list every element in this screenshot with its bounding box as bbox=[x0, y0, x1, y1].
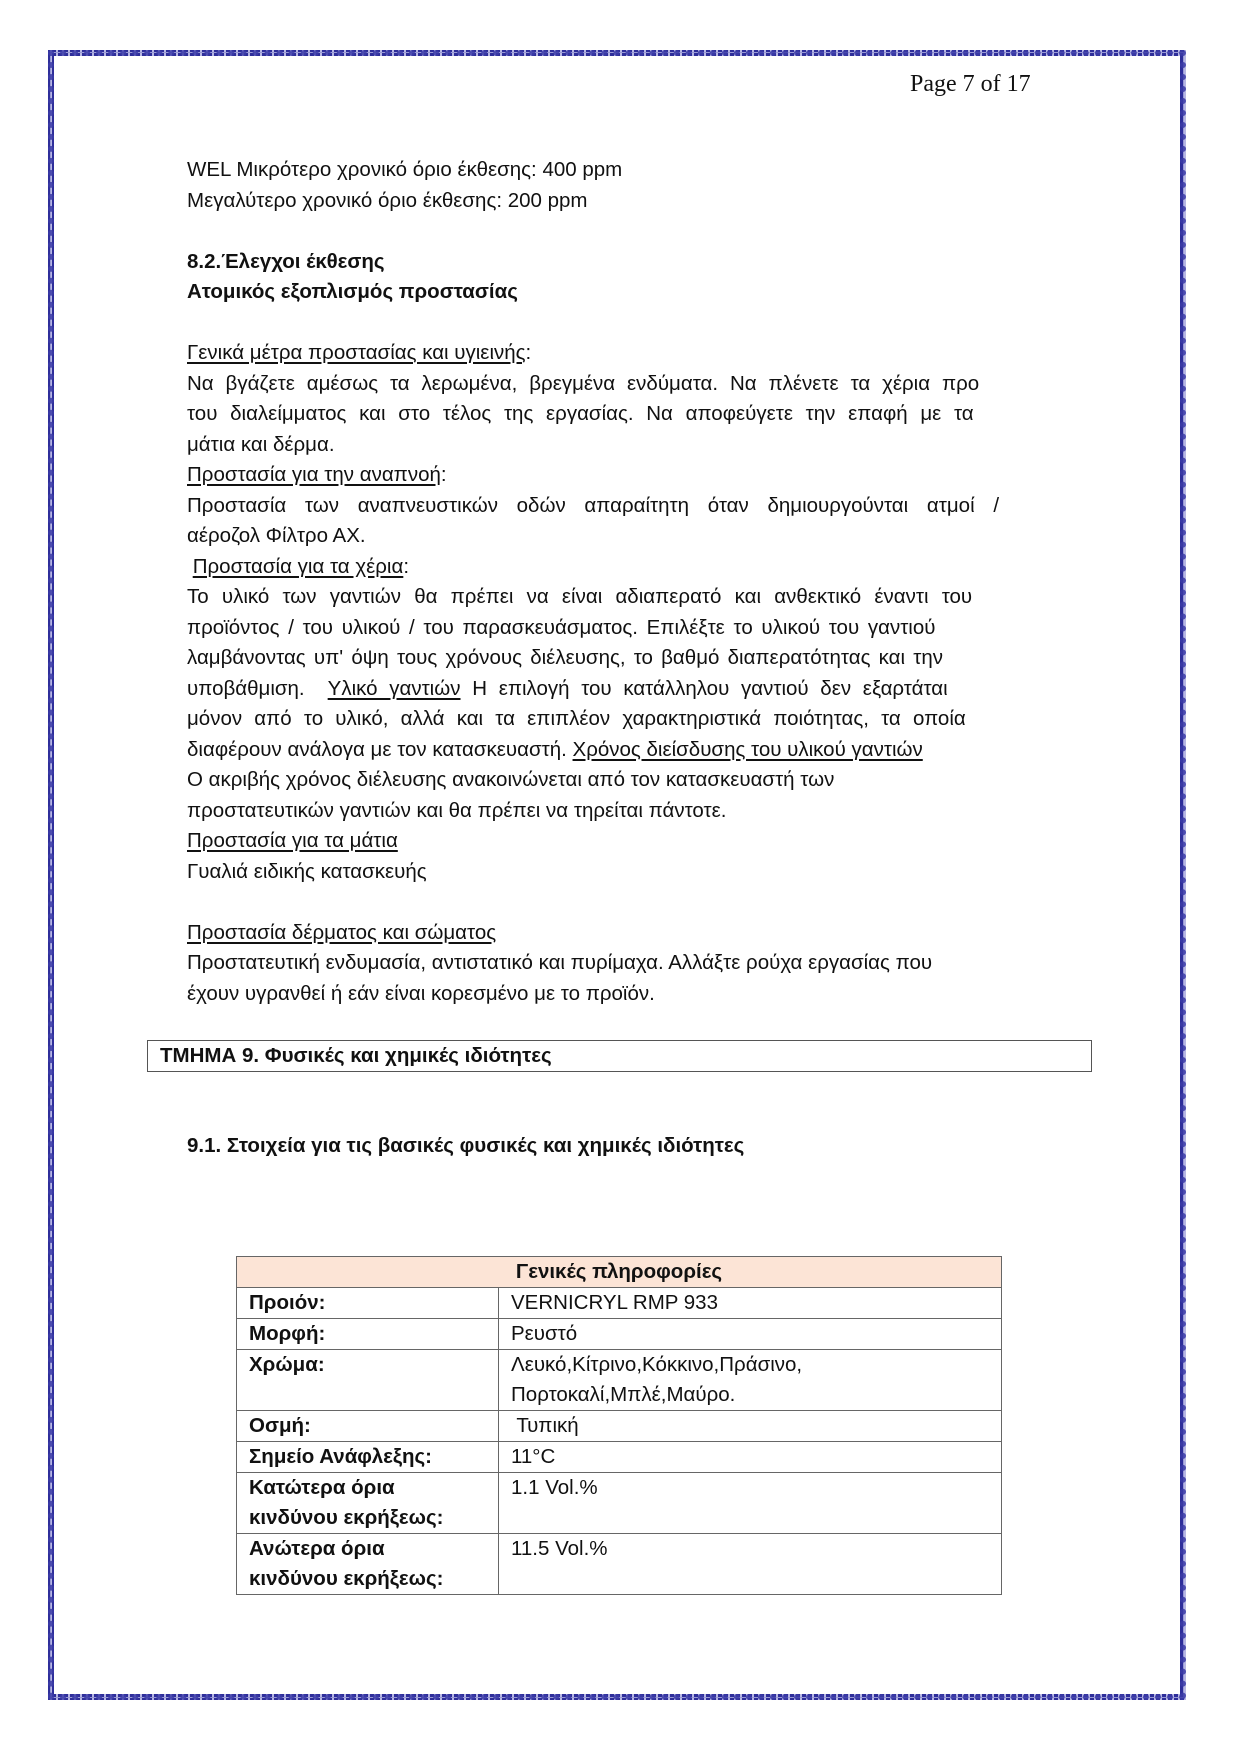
glove-material-heading: Υλικό γαντιών bbox=[327, 676, 461, 700]
hand-protection-text: προστατευτικών γαντιών και θα πρέπει να τηρείται πάντοτε. bbox=[187, 798, 727, 822]
row-value: Λευκό,Κίτρινο,Κόκκινο,Πράσινο, Πορτοκαλί,Μπλέ,Μαύρο. bbox=[499, 1350, 1002, 1411]
row-value: Ρευστό bbox=[499, 1319, 1002, 1350]
table-row bbox=[237, 1350, 1002, 1411]
hand-protection-text: Ο ακριβής χρόνος διέλευσης ανακοινώνεται από τον κατασκευαστή των bbox=[187, 768, 835, 791]
row-value: 11.5 Vol.% bbox=[499, 1534, 1002, 1595]
table-row bbox=[237, 1411, 1002, 1442]
table-row bbox=[237, 1319, 1002, 1350]
eye-protection-block bbox=[187, 826, 1058, 887]
section-8-2-subtitle: Ατομικός εξοπλισμός προστασίας bbox=[187, 280, 518, 303]
hand-protection-text: λαμβάνοντας υπ' όψη τους χρόνους διέλευσης, το βαθμό διαπερατότητας και την bbox=[187, 646, 944, 669]
hand-protection-block: Προστασία για τα χέρια: Το υλικό των γαντιών θα πρέπει να είναι αδιαπερατό και ανθεκτικό έναντι του προϊόντος / του υλικού / του παρασκευάσματος. Επιλέξτε το υλικού του γαντιού λαμβάνοντας υπ' όψη τους χρόνους διέλευσης, το βαθμό διαπερατότητας και την υποβάθμιση. Υλικό γαντιών Η επιλογή του κατάλληλου γαντιού δεν εξαρτάται μόνον από το υλικό, αλλά και τα επιπλέον χαρακτηριστικά ποιότητας, τα οποία διαφέρουν ανάλογα με τον κατασκευαστή. Χρόνος διείσδυσης του υλικού γαντιών Ο ακριβής χρόνος διέλευσης ανακοινώνεται από τον κατασκευαστή των προστατευτικών γαντιών και θα πρέπει να τηρείται πάντοτε. bbox=[187, 552, 1058, 827]
general-measures-text: του διαλείμματος και στο τέλος της εργασίας. Να αποφεύγετε την επαφή με τα bbox=[187, 402, 974, 425]
table-row bbox=[237, 1442, 1002, 1473]
skin-protection-block bbox=[187, 918, 1058, 1010]
table-row bbox=[237, 1534, 1002, 1595]
general-measures-heading: Γενικά μέτρα προστασίας και υγιεινής bbox=[187, 341, 526, 364]
section-9-header: ΤΜΗΜΑ 9. Φυσικές και χημικές ιδιότητες bbox=[147, 1040, 1092, 1072]
respiratory-protection-text: αέροζολ Φίλτρο ΑΧ. bbox=[187, 524, 366, 547]
row-key: Σημείο Ανάφλεξης: bbox=[237, 1442, 499, 1473]
eye-protection-heading: Προστασία για τα μάτια bbox=[187, 829, 398, 852]
respiratory-protection-text: Προστασία των αναπνευστικών οδών απαραίτητη όταν δημιουργούνται ατμοί / bbox=[187, 493, 1000, 517]
eye-protection-text: Γυαλιά ειδικής κατασκευής bbox=[187, 859, 427, 883]
document-body bbox=[187, 155, 1058, 1009]
skin-protection-text: έχουν υγρανθεί ή εάν είναι κορεσμένο με το προϊόν. bbox=[187, 981, 655, 1005]
page-number: Page 7 of 17 bbox=[910, 71, 1031, 97]
hand-protection-text: Το υλικό των γαντιών θα πρέπει να είναι αδιαπερατό και ανθεκτικό έναντι του bbox=[187, 585, 973, 608]
general-measures-text: Να βγάζετε αμέσως τα λερωμένα, βρεγμένα ενδύματα. Να πλένετε τα χέρια προ bbox=[187, 371, 980, 395]
row-value: Τυπική bbox=[499, 1411, 1002, 1442]
section-8-2-title: 8.2.Έλεγχοι έκθεσης bbox=[187, 249, 385, 273]
table-row bbox=[237, 1288, 1002, 1319]
exposure-limit-long: Μεγαλύτερο χρονικό όριο έκθεσης: 200 ppm bbox=[187, 188, 588, 212]
row-key: Χρώμα: bbox=[237, 1350, 499, 1411]
general-information-table bbox=[236, 1256, 1002, 1595]
skin-protection-text: Προστατευτική ενδυμασία, αντιστατικό και πυρίμαχα. Αλλάξτε ρούχα εργασίας που bbox=[187, 951, 933, 974]
table-row bbox=[237, 1473, 1002, 1534]
row-value: VERNICRYL RMP 933 bbox=[499, 1288, 1002, 1319]
row-key: Ανώτερα όρια κινδύνου εκρήξεως: bbox=[237, 1534, 499, 1595]
row-key: Μορφή: bbox=[237, 1319, 499, 1350]
row-key: Κατώτερα όρια κινδύνου εκρήξεως: bbox=[237, 1473, 499, 1534]
hand-protection-text: μόνον από το υλικό, αλλά και τα επιπλέον χαρακτηριστικά ποιότητας, τα οποία bbox=[187, 707, 966, 730]
general-measures-block: Γενικά μέτρα προστασίας και υγιεινής: Να βγάζετε αμέσως τα λερωμένα, βρεγμένα ενδύματα. Να πλένετε τα χέρια προ του διαλείμματος και στο τέλος της εργασίας. Να αποφεύγετε την επαφή με τα μάτια και δέρμα. bbox=[187, 338, 1058, 460]
hand-protection-heading: Προστασία για τα χέρια bbox=[192, 554, 404, 578]
respiratory-protection-heading: Προστασία για την αναπνοή bbox=[187, 463, 441, 486]
section-9-1-title: 9.1. Στοιχεία για τις βασικές φυσικές και χημικές ιδιότητες bbox=[187, 1134, 745, 1157]
row-value: 1.1 Vol.% bbox=[499, 1473, 1002, 1534]
exposure-limit-short: WEL Μικρότερο χρονικό όριο έκθεσης: 400 ppm bbox=[187, 158, 623, 181]
table-header: Γενικές πληροφορίες bbox=[237, 1257, 1002, 1288]
row-key: Οσμή: bbox=[237, 1411, 499, 1442]
skin-protection-heading: Προστασία δέρματος και σώματος bbox=[187, 920, 497, 944]
row-value: 11°C bbox=[499, 1442, 1002, 1473]
general-measures-text: μάτια και δέρμα. bbox=[187, 432, 335, 456]
hand-protection-text: προϊόντος / του υλικού / του παρασκευάσματος. Επιλέξτε το υλικού του γαντιού bbox=[187, 615, 936, 639]
penetration-time-heading: Χρόνος διείσδυσης του υλικού γαντιών bbox=[572, 737, 923, 761]
respiratory-protection-block: Προστασία για την αναπνοή: Προστασία των αναπνευστικών οδών απαραίτητη όταν δημιουργούνται ατμοί / αέροζολ Φίλτρο ΑΧ. bbox=[187, 460, 1058, 552]
row-key: Προιόν: bbox=[237, 1288, 499, 1319]
